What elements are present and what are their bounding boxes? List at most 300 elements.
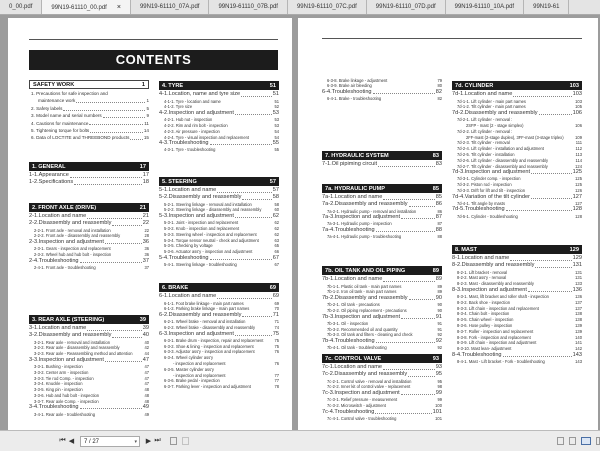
document-viewer[interactable] bbox=[0, 15, 600, 430]
toc-entry-label: 8-2-1. Lift bracket - removal bbox=[457, 269, 508, 275]
toc-entry-page: 143 bbox=[575, 358, 582, 364]
toc-entry-label: 1-1.Appearance bbox=[29, 172, 69, 179]
toc-entry-label: 1-2.Specifications bbox=[29, 179, 74, 186]
toc-entry[interactable] bbox=[322, 364, 442, 371]
toc-entry[interactable] bbox=[322, 313, 442, 320]
dot-leader bbox=[378, 166, 435, 167]
toc-entry-label: 7a-3.Inspection and adjustment bbox=[322, 214, 401, 221]
toc-entry-label: 7d-1-1. Lift cylinder - main part names bbox=[457, 98, 526, 104]
toc-entry[interactable] bbox=[29, 264, 149, 270]
toc-entry[interactable] bbox=[322, 227, 442, 234]
dot-leader bbox=[63, 110, 145, 111]
toc-entry-label: 5-3.Inspection and adjustment bbox=[159, 213, 234, 219]
section-header[interactable] bbox=[29, 162, 149, 171]
toc-entry-label: 8-3.Inspection and adjustment bbox=[452, 286, 527, 293]
toc-entry[interactable] bbox=[322, 295, 442, 302]
dot-leader bbox=[103, 117, 146, 118]
toc-entry[interactable] bbox=[452, 91, 582, 98]
toc-entry[interactable] bbox=[29, 105, 149, 112]
toc-entry-label: 6-3-6. Brake pedal - inspection bbox=[164, 378, 220, 384]
toc-section bbox=[159, 283, 279, 389]
dot-leader bbox=[105, 361, 142, 362]
toc-entry-page: 83 bbox=[435, 161, 442, 168]
section-page: 85 bbox=[432, 185, 439, 192]
toc-entry-page: 48 bbox=[144, 398, 149, 404]
toc-entry[interactable] bbox=[29, 90, 149, 97]
toc-entry-page: 62 bbox=[274, 225, 279, 231]
toc-entry[interactable] bbox=[322, 276, 442, 283]
toc-entry-label: 7b-3-2. Recommended oil and quantity bbox=[327, 326, 398, 332]
toc-entry-page: 88 bbox=[437, 234, 442, 240]
previous-page-button[interactable]: ◀ bbox=[68, 438, 75, 445]
section-page: 51 bbox=[269, 82, 276, 89]
toc-entry-page: 71 bbox=[272, 312, 279, 318]
toc-entry-page: 136 bbox=[572, 286, 582, 293]
section-header[interactable] bbox=[29, 315, 149, 324]
tab-5[interactable] bbox=[367, 0, 446, 15]
tab-2[interactable] bbox=[131, 0, 210, 15]
toc-entry-label: 5-2-1. Steering linkage - removal and installation bbox=[164, 201, 252, 207]
toc-entry-page: 98 bbox=[437, 384, 442, 390]
toc-entry[interactable] bbox=[29, 127, 149, 134]
toc-entry-label: 8-3-10. Mast lean- adjustment bbox=[457, 346, 512, 352]
dot-leader bbox=[409, 206, 435, 207]
dot-leader bbox=[210, 144, 272, 145]
toc-entry[interactable] bbox=[159, 147, 279, 153]
tab-0[interactable] bbox=[0, 0, 42, 15]
toc-entry-page: 92 bbox=[437, 345, 442, 351]
tab-label: 99N19-61110_10A.pdf bbox=[454, 4, 515, 10]
toc-section bbox=[322, 266, 442, 350]
toc-entry-label: 7b-1-1. Plastic oil tank - main part names bbox=[327, 283, 402, 289]
section-header[interactable] bbox=[322, 184, 442, 193]
toc-entry-label: 6-3-1. Brake drum - inspection, repair and replacement bbox=[164, 337, 264, 343]
toc-entry-label: 7a-3-1. Hydraulic pump - inspection bbox=[327, 221, 392, 227]
toc-entry-page: 57 bbox=[272, 187, 279, 194]
section-title: 7d. CYLINDER bbox=[455, 82, 494, 89]
toc-entry-label: 6-3-2. Shoe & lining - inspection and replacement bbox=[164, 343, 254, 349]
toc-entry[interactable] bbox=[452, 358, 582, 364]
toc-entry-label: 6-3-5. Master cylinder ass'y bbox=[164, 366, 214, 372]
toc-entry[interactable] bbox=[322, 345, 442, 351]
toc-entry-page: 76 bbox=[274, 360, 279, 366]
toc-entry[interactable] bbox=[322, 371, 442, 378]
toc-entry[interactable] bbox=[452, 262, 582, 269]
toc-entry[interactable] bbox=[159, 140, 279, 147]
toc-entry-label: 6-3-3. Adjustor ass'y - inspection and replacement bbox=[164, 349, 255, 355]
toc-entry[interactable] bbox=[29, 134, 149, 141]
toc-entry-label: - inspection and replacement bbox=[173, 360, 226, 366]
dot-leader bbox=[401, 318, 435, 319]
toc-entry-page: 126 bbox=[575, 187, 582, 193]
toc-entry[interactable] bbox=[159, 312, 279, 319]
toc-entry-page: 75 bbox=[272, 330, 279, 337]
toc-entry-label: 7b-2.Disassembly and reassembly bbox=[322, 295, 408, 301]
toc-entry[interactable] bbox=[29, 179, 149, 186]
toc-entry-label: 3-3-7. Rear axle Comp. - inspection bbox=[34, 398, 99, 404]
toc-entry-label: 5-3-4. Torque sensor neutral - check and adjustment bbox=[164, 237, 259, 243]
toc-entry-page: 74 bbox=[274, 324, 279, 330]
toc-entry[interactable] bbox=[159, 254, 279, 261]
toc-entry-page: 49 bbox=[144, 411, 149, 417]
toc-entry-page: 103 bbox=[572, 91, 582, 98]
toc-entry-page: 111 bbox=[575, 140, 582, 146]
toc-entry-page: 75 bbox=[274, 343, 279, 349]
toc-entry-page: 93 bbox=[435, 364, 442, 371]
toc-entry-page: 36 bbox=[144, 246, 149, 252]
toc-entry-page: 143 bbox=[572, 351, 582, 358]
toc-entry[interactable] bbox=[322, 194, 442, 201]
toc-entry-page: 137 bbox=[575, 305, 582, 311]
toc-entry-page: 142 bbox=[575, 346, 582, 352]
dot-leader bbox=[90, 132, 143, 133]
toc-entry-page: 1 bbox=[146, 98, 149, 104]
toc-entry-page: 51 bbox=[274, 98, 279, 104]
last-page-button[interactable]: ⏭ bbox=[154, 437, 161, 444]
toc-entry-label: 6-4.Troubleshooting bbox=[322, 89, 372, 95]
toc-entry-label: 7c-2-1. Control valve - removal and installation bbox=[327, 378, 412, 384]
toc-entry-label: 5-3-5. Checking by voltage bbox=[164, 243, 213, 249]
toc-entry-label: 3-2.Disassembly and reassembly bbox=[29, 332, 112, 339]
section-title: 1. GENERAL bbox=[32, 163, 66, 170]
section-header[interactable] bbox=[452, 245, 582, 254]
toc-entry-label: 7d-5-1. Cylinder - troubleshooting bbox=[457, 213, 518, 219]
section-title: 8. MAST bbox=[455, 246, 478, 253]
toc-entry-label: 8-3-4. Chain bolt - inspection bbox=[457, 311, 510, 317]
toc-entry-label: 7a-2.Disassembly and reassembly bbox=[322, 201, 408, 208]
copy-icon[interactable] bbox=[170, 437, 177, 445]
toc-section bbox=[29, 80, 149, 142]
toc-entry[interactable] bbox=[452, 169, 582, 176]
toc-entry-page: 36 bbox=[144, 251, 149, 257]
tab-6[interactable] bbox=[446, 0, 525, 15]
toc-entry-label: 3-3.Inspection and adjustment bbox=[29, 356, 104, 363]
section-page: 89 bbox=[432, 267, 439, 274]
toc-entry[interactable] bbox=[29, 325, 149, 332]
toc-entry-page: 70 bbox=[274, 306, 279, 312]
dot-leader bbox=[210, 259, 272, 260]
section-title: 7. HYDRAULIC SYSTEM bbox=[325, 152, 389, 159]
toc-entry[interactable] bbox=[322, 214, 442, 221]
toc-entry-page: 36 bbox=[142, 239, 149, 245]
toc-entry[interactable] bbox=[159, 261, 279, 267]
dot-leader bbox=[80, 408, 142, 409]
tab-label: 99N19-61 bbox=[533, 4, 560, 10]
toc-entry-label: 3-4.Troubleshooting bbox=[29, 404, 79, 411]
paste-icon[interactable] bbox=[182, 437, 189, 445]
toc-entry[interactable] bbox=[452, 255, 582, 262]
toc-entry[interactable] bbox=[29, 213, 149, 220]
contents-title: CONTENTS bbox=[29, 50, 278, 70]
toc-entry-label: 8-3-5. Chain wheel - inspection bbox=[457, 317, 514, 323]
toc-entry-page: 87 bbox=[435, 214, 442, 221]
toc-entry-page: 40 bbox=[142, 332, 149, 339]
toc-entry-page: 125 bbox=[575, 176, 582, 182]
toc-entry-label: 2-2-2. Front axle - disassembly and reassembly bbox=[34, 233, 121, 239]
section-header[interactable] bbox=[322, 266, 442, 275]
toc-entry[interactable] bbox=[159, 194, 279, 201]
toc-entry-label: 5-4-1. Steering linkage - troubleshooting bbox=[164, 261, 237, 267]
toc-entry-label: 6-1-2. Parking brake linkage - main part names bbox=[164, 306, 250, 312]
toc-entry-page: 76 bbox=[274, 349, 279, 355]
toc-entry-page: 14 bbox=[143, 127, 149, 133]
toc-entry-label: 3-3-2. Center arm - inspection bbox=[34, 369, 89, 375]
toc-entry-page: 47 bbox=[142, 356, 149, 363]
toc-entry-page: 139 bbox=[575, 328, 582, 334]
toc-entry[interactable] bbox=[29, 120, 149, 127]
toc-entry-label: 2-1.Location and name bbox=[29, 213, 87, 220]
dot-leader bbox=[539, 114, 572, 115]
toc-section bbox=[29, 315, 149, 417]
tab-7[interactable] bbox=[524, 0, 569, 15]
toc-entry-page: 128 bbox=[575, 213, 582, 219]
scroll-view-icon[interactable] bbox=[596, 437, 600, 445]
toc-entry-label: 7d-2-6. Lift cylinder - disassembly and reassembly bbox=[457, 157, 549, 163]
toc-entry-label: 2-4.Troubleshooting bbox=[29, 257, 79, 264]
tab-1[interactable] bbox=[42, 0, 131, 15]
toc-entry-page: 49 bbox=[142, 404, 149, 411]
section-header[interactable] bbox=[322, 151, 442, 160]
toc-entry-label: 7d-2-3. Tilt cylinder - removal bbox=[457, 140, 510, 146]
toc-entry-page: 82 bbox=[437, 96, 442, 102]
toc-entry-label: 4-1.Location, name and tyre size bbox=[159, 91, 241, 98]
dot-leader bbox=[506, 210, 572, 211]
toc-entry-label: 8-2.Disassembly and reassembly bbox=[452, 262, 535, 269]
tab-3[interactable] bbox=[209, 0, 288, 15]
toc-section bbox=[29, 203, 149, 270]
toc-entry[interactable] bbox=[29, 351, 149, 357]
toc-entry-label: 6-3-7. Parking lever - inspection and adjustment bbox=[164, 384, 251, 390]
toc-entry-label: 5-3-1. Joint - inspection and replacement bbox=[164, 220, 239, 226]
toc-entry-page: 40 bbox=[144, 339, 149, 345]
toc-entry-label: 8-3-9. Lift chain - inspection and adjustment bbox=[457, 340, 537, 346]
toc-entry-page: 133 bbox=[575, 281, 582, 287]
toc-entry-label: 2-3.Inspection and adjustment bbox=[29, 239, 104, 245]
toc-entry[interactable] bbox=[452, 351, 582, 358]
pdf-page-left bbox=[8, 18, 292, 430]
toc-entry[interactable] bbox=[29, 411, 149, 417]
toc-entry-page: 106 bbox=[572, 110, 582, 116]
next-page-button[interactable]: ▶ bbox=[145, 438, 152, 445]
toc-entry-page: 82 bbox=[435, 89, 442, 95]
toc-entry[interactable] bbox=[29, 356, 149, 363]
toc-entry-label: 6-3-4. Wheel cylinder ass'y bbox=[164, 355, 214, 361]
toc-entry[interactable] bbox=[452, 134, 582, 140]
toc-entry-label: 6. Data of LOCTITE and THREEBOND products bbox=[31, 135, 130, 141]
toc-section bbox=[322, 151, 442, 168]
dot-leader bbox=[130, 139, 142, 140]
toc-entry-label: 8-3-1. Mast, lift bracket and roller shaft - inspection bbox=[457, 293, 549, 299]
toc-entry-label: 4-2-2. Rim and rim bolt - inspection bbox=[164, 122, 228, 128]
toc-entry-label: 7a-4-1. Hydraulic pump - troubleshooting bbox=[327, 234, 402, 240]
toc-entry-page: 90 bbox=[437, 302, 442, 308]
toc-entry-label: 4-3.Troubleshooting bbox=[159, 140, 209, 147]
toc-entry-label: 7a-4.Troubleshooting bbox=[322, 227, 375, 233]
toc-entry[interactable] bbox=[322, 96, 442, 102]
toc-entry-label: 2FF-mast (2-stage duplex), 3FF-mast (3-stage triplex) bbox=[466, 134, 564, 140]
page-toolbar bbox=[0, 430, 600, 451]
toc-entry[interactable] bbox=[159, 337, 279, 343]
tab-4[interactable] bbox=[288, 0, 367, 15]
single-page-view-icon[interactable] bbox=[557, 437, 564, 445]
toc-entry-page: 47 bbox=[144, 369, 149, 375]
toc-entry[interactable] bbox=[159, 187, 279, 194]
section-header[interactable] bbox=[159, 283, 279, 292]
dot-leader bbox=[87, 330, 142, 331]
toc-entry-label: 3-4-1. Rear axle - troubleshooting bbox=[34, 411, 95, 417]
toc-entry-label: 7-1.Oil pipiming circuit bbox=[322, 161, 378, 168]
dot-leader bbox=[87, 218, 142, 219]
toc-entry-label: 3. Model name and serial numbers bbox=[31, 113, 102, 119]
toc-entry-page: 106 bbox=[575, 122, 582, 128]
toc-entry[interactable] bbox=[159, 384, 279, 390]
toc-entry[interactable] bbox=[159, 110, 279, 117]
toc-entry-label: 7d-2-4. Lift cylinder - installation and adjustment bbox=[457, 146, 544, 152]
toc-entry-page: 51 bbox=[272, 91, 279, 98]
toc-entry[interactable] bbox=[29, 239, 149, 246]
toc-entry[interactable] bbox=[322, 89, 442, 96]
section-page: 17 bbox=[139, 163, 146, 170]
dot-leader bbox=[376, 342, 435, 343]
toc-entry[interactable] bbox=[452, 286, 582, 293]
page-number-input[interactable] bbox=[80, 436, 140, 447]
toc-entry-page: 53 bbox=[272, 110, 279, 116]
toc-entry-label: maintenance work bbox=[38, 98, 76, 104]
toc-entry-label: 7c-4.Troubleshooting bbox=[322, 408, 375, 415]
toc-entry[interactable] bbox=[159, 293, 279, 300]
toc-entry[interactable] bbox=[322, 201, 442, 208]
toc-entry-page: 124 bbox=[575, 163, 582, 169]
toc-entry[interactable] bbox=[159, 207, 279, 213]
toc-entry-label: 2-2-1. Front axle - removal and installation bbox=[34, 227, 111, 233]
dot-leader bbox=[513, 96, 571, 97]
toc-entry-label: 6-1.Location and name bbox=[159, 293, 217, 300]
toc-entry-page: 137 bbox=[575, 299, 582, 305]
toc-entry-label: 6-3-9. Brake air bleeding bbox=[327, 83, 372, 89]
toc-entry-label: 5-2-2. Steering linkage - disassembly and reassembly bbox=[164, 207, 262, 213]
toc-entry-page: 53 bbox=[274, 117, 279, 123]
toc-entry[interactable] bbox=[322, 161, 442, 168]
toc-entry[interactable] bbox=[29, 112, 149, 119]
toc-entry-page: 54 bbox=[274, 134, 279, 140]
toc-entry[interactable] bbox=[29, 97, 149, 104]
toc-entry-label: 7b-4-1. Oil tank - troubleshooting bbox=[327, 345, 387, 351]
toc-entry[interactable] bbox=[322, 408, 442, 415]
toc-entry[interactable] bbox=[322, 234, 442, 240]
toc-entry[interactable] bbox=[29, 172, 149, 179]
toc-entry-label: 7c-3-1. Relief pressure - measurement bbox=[327, 397, 398, 403]
dot-leader bbox=[383, 199, 434, 200]
toc-entry-label: 7d-3-1. Cylinder comp. - inspection bbox=[457, 176, 521, 182]
toc-entry-page: 66 bbox=[274, 249, 279, 255]
toc-entry-page: 90 bbox=[437, 307, 442, 313]
toc-entry-page: 62 bbox=[274, 231, 279, 237]
toc-entry[interactable] bbox=[29, 257, 149, 264]
toc-entry[interactable] bbox=[452, 213, 582, 219]
toc-entry[interactable] bbox=[29, 332, 149, 339]
toc-entry-label: 6-3.Inspection and adjustment bbox=[159, 330, 234, 337]
toc-entry[interactable] bbox=[29, 404, 149, 411]
toc-entry[interactable] bbox=[322, 390, 442, 397]
tab-label: 99N19-61110_07B.pdf bbox=[218, 4, 278, 10]
continuous-view-icon[interactable] bbox=[569, 437, 576, 445]
toc-entry[interactable] bbox=[452, 206, 582, 213]
toc-entry[interactable] bbox=[452, 110, 582, 117]
chevron-down-icon[interactable]: ▾ bbox=[134, 438, 137, 445]
toc-entry-label: 7c-3-2. Microswitch - adjustment bbox=[327, 402, 386, 408]
dot-leader bbox=[112, 337, 141, 338]
section-header[interactable] bbox=[322, 354, 442, 363]
section-title: 4. TYRE bbox=[162, 82, 184, 89]
page-number-value: 7 / 27 bbox=[84, 438, 100, 445]
toc-entry-label: 4. Cautions for maintenance bbox=[31, 120, 89, 126]
toc-entry-label: 5-3-6. Actuator ass'y - inspection and adjustment bbox=[164, 249, 253, 255]
toc-entry-page: 54 bbox=[274, 128, 279, 134]
toc-entry-label: 7c-4-1. Control valve - troubleshooting bbox=[327, 415, 397, 421]
first-page-button[interactable]: ⏮ bbox=[59, 437, 66, 444]
toc-entry-page: 138 bbox=[575, 311, 582, 317]
two-page-view-icon[interactable] bbox=[581, 437, 591, 445]
toc-entry[interactable] bbox=[159, 91, 279, 98]
section-header[interactable] bbox=[159, 81, 279, 90]
toc-entry[interactable] bbox=[322, 415, 442, 421]
toc-entry-label: 8-3-2. Back shoe - inspection bbox=[457, 299, 511, 305]
toc-entry-label: 7b-3.Inspection and adjustment bbox=[322, 313, 401, 320]
toc-entry-label: 5. Tightening torque for bolts bbox=[31, 127, 90, 133]
toc-entry[interactable] bbox=[159, 213, 279, 220]
toc-entry-label: 7d-2-5. Tilt cylinder - installation bbox=[457, 151, 515, 157]
dot-leader bbox=[535, 267, 571, 268]
toc-entry-label: 8-2-3. Mast - disassembly and reassembly bbox=[457, 281, 534, 287]
section-header[interactable] bbox=[29, 80, 149, 89]
toc-entry-label: 2. Safety labels bbox=[31, 105, 63, 111]
toc-entry-label: 3-3-1. Bushing - inspection bbox=[34, 363, 83, 369]
toc-entry-page: 91 bbox=[435, 313, 442, 320]
toc-entry[interactable] bbox=[29, 220, 149, 227]
toc-entry-page: 88 bbox=[435, 227, 442, 233]
toc-section bbox=[159, 81, 279, 153]
toc-entry-page: 101 bbox=[435, 415, 442, 421]
toc-entry-label: 3-2-2. Rear axle - disassembly and reassembly bbox=[34, 345, 120, 351]
close-icon[interactable]: × bbox=[116, 4, 121, 11]
toc-entry-page: 67 bbox=[272, 254, 279, 261]
divider bbox=[29, 39, 278, 40]
toc-entry-page: 71 bbox=[274, 319, 279, 325]
section-title: 7a. HYDRAULIC PUMP bbox=[325, 185, 385, 192]
section-title: 3. REAR AXLE (STEERING) bbox=[32, 316, 105, 323]
toc-entry-label: 2SFP - mast (2 - stage simplex) bbox=[466, 122, 524, 128]
toc-entry-label: 8-1.Location and name bbox=[452, 255, 510, 262]
toc-entry-page: 99 bbox=[435, 390, 442, 396]
section-header[interactable] bbox=[29, 203, 149, 212]
toc-entry-page: 37 bbox=[142, 257, 149, 264]
toc-entry-page: 55 bbox=[274, 147, 279, 153]
toc-entry[interactable] bbox=[159, 330, 279, 337]
toc-entry[interactable] bbox=[322, 338, 442, 345]
section-header[interactable] bbox=[452, 81, 582, 90]
section-header[interactable] bbox=[159, 177, 279, 186]
dot-leader bbox=[74, 184, 142, 185]
toc-entry-page: 127 bbox=[575, 200, 582, 206]
toc-entry-label: - inspection and replacement bbox=[173, 372, 226, 378]
toc-entry-page: 92 bbox=[437, 332, 442, 338]
toc-entry[interactable] bbox=[452, 193, 582, 200]
toc-entry-page: 112 bbox=[575, 146, 582, 152]
toc-entry-page: 11 bbox=[144, 120, 149, 126]
toc-section bbox=[322, 184, 442, 239]
dot-leader bbox=[242, 316, 271, 317]
toc-entry-label: 5-1.Location and name bbox=[159, 187, 217, 194]
